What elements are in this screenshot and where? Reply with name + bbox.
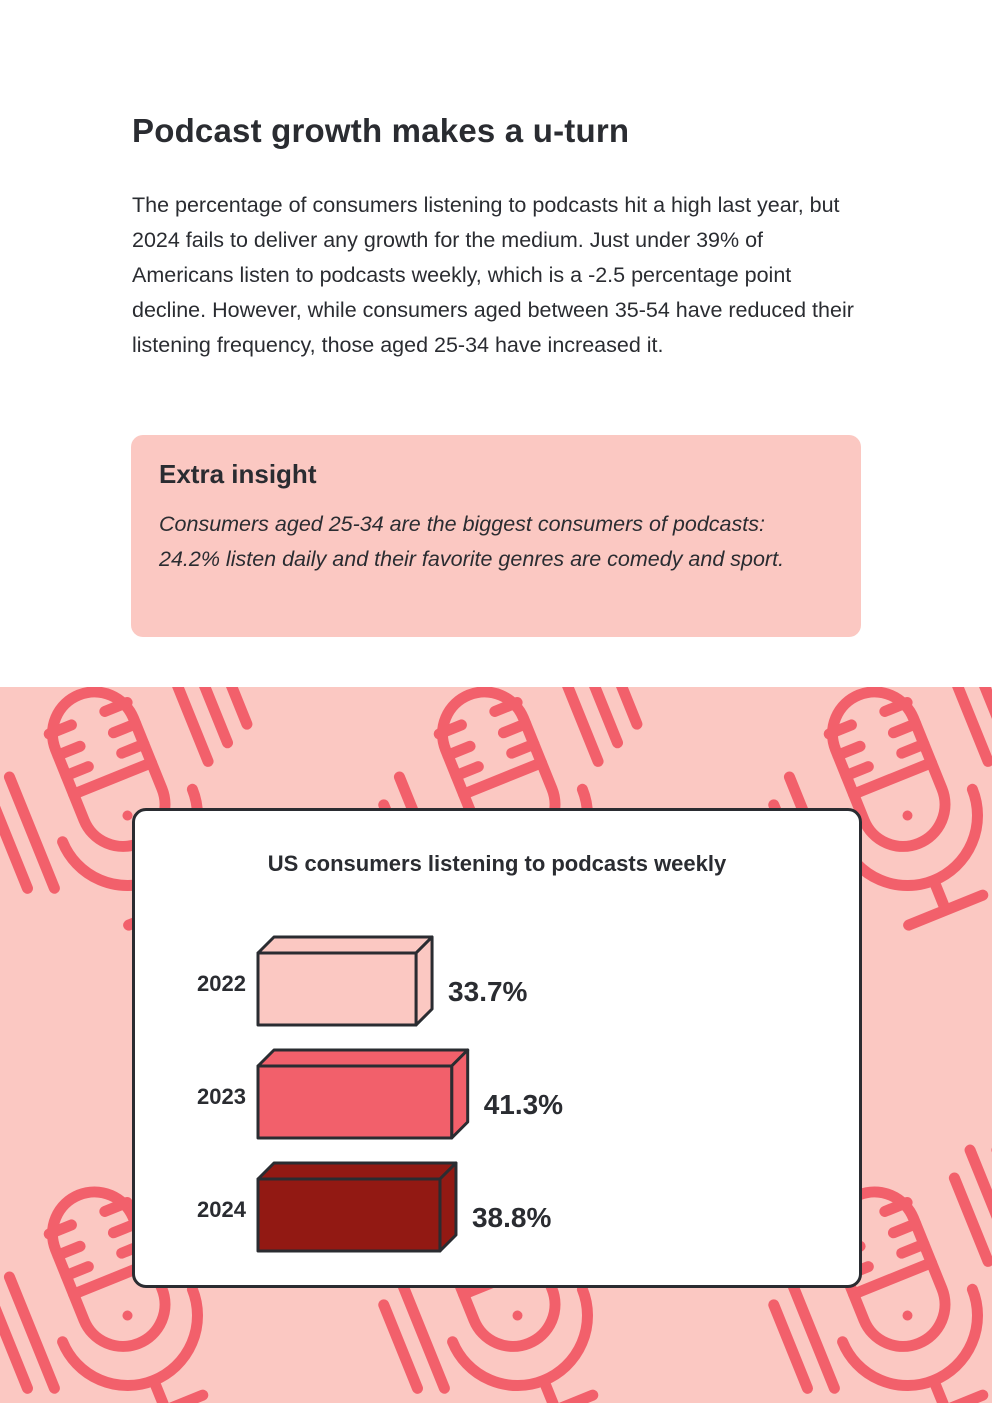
- bar-front-face: [258, 1179, 440, 1251]
- bar-side-face: [440, 1163, 456, 1251]
- bar-top-face: [258, 1050, 468, 1066]
- bar-2024: [258, 1163, 456, 1251]
- chart-title: US consumers listening to podcasts weekly: [267, 851, 727, 876]
- bar-chart: [135, 811, 859, 1285]
- extra-insight-box: [131, 435, 861, 637]
- bar-2022: [258, 937, 432, 1025]
- bar-front-face: [258, 1066, 452, 1138]
- bar-front-face: [258, 953, 416, 1025]
- value-label: 33.7%: [448, 976, 528, 1007]
- value-label: 38.8%: [471, 1202, 552, 1233]
- insight-heading: Extra insight: [159, 459, 317, 489]
- category-label: 2022: [197, 971, 246, 996]
- bar-top-face: [258, 937, 432, 953]
- page-title: Podcast growth makes a u-turn: [132, 112, 630, 149]
- bar-2023: [258, 1050, 468, 1138]
- bar-side-face: [452, 1050, 468, 1138]
- insight-text: Consumers aged 25-34 are the biggest consumers of podcasts: 24.2% listen daily and their favorite genres are comedy and sport.: [159, 512, 785, 571]
- value-label: 41.3%: [483, 1089, 564, 1120]
- body-paragraph: The percentage of consumers listening to podcasts hit a high last year, but 2024 fails to deliver any growth for the medium. Just under 39% of Americans listen to podcasts weekly, which is a -2.5 percentage point decline. However, while consumers aged between 35-54 have reduced their listening frequency, those aged 25-34 have increased it.: [132, 193, 854, 357]
- chart-card: [132, 808, 862, 1288]
- bar-top-face: [258, 1163, 456, 1179]
- category-label: 2023: [197, 1084, 246, 1109]
- bar-side-face: [416, 937, 432, 1025]
- category-label: 2024: [197, 1197, 246, 1222]
